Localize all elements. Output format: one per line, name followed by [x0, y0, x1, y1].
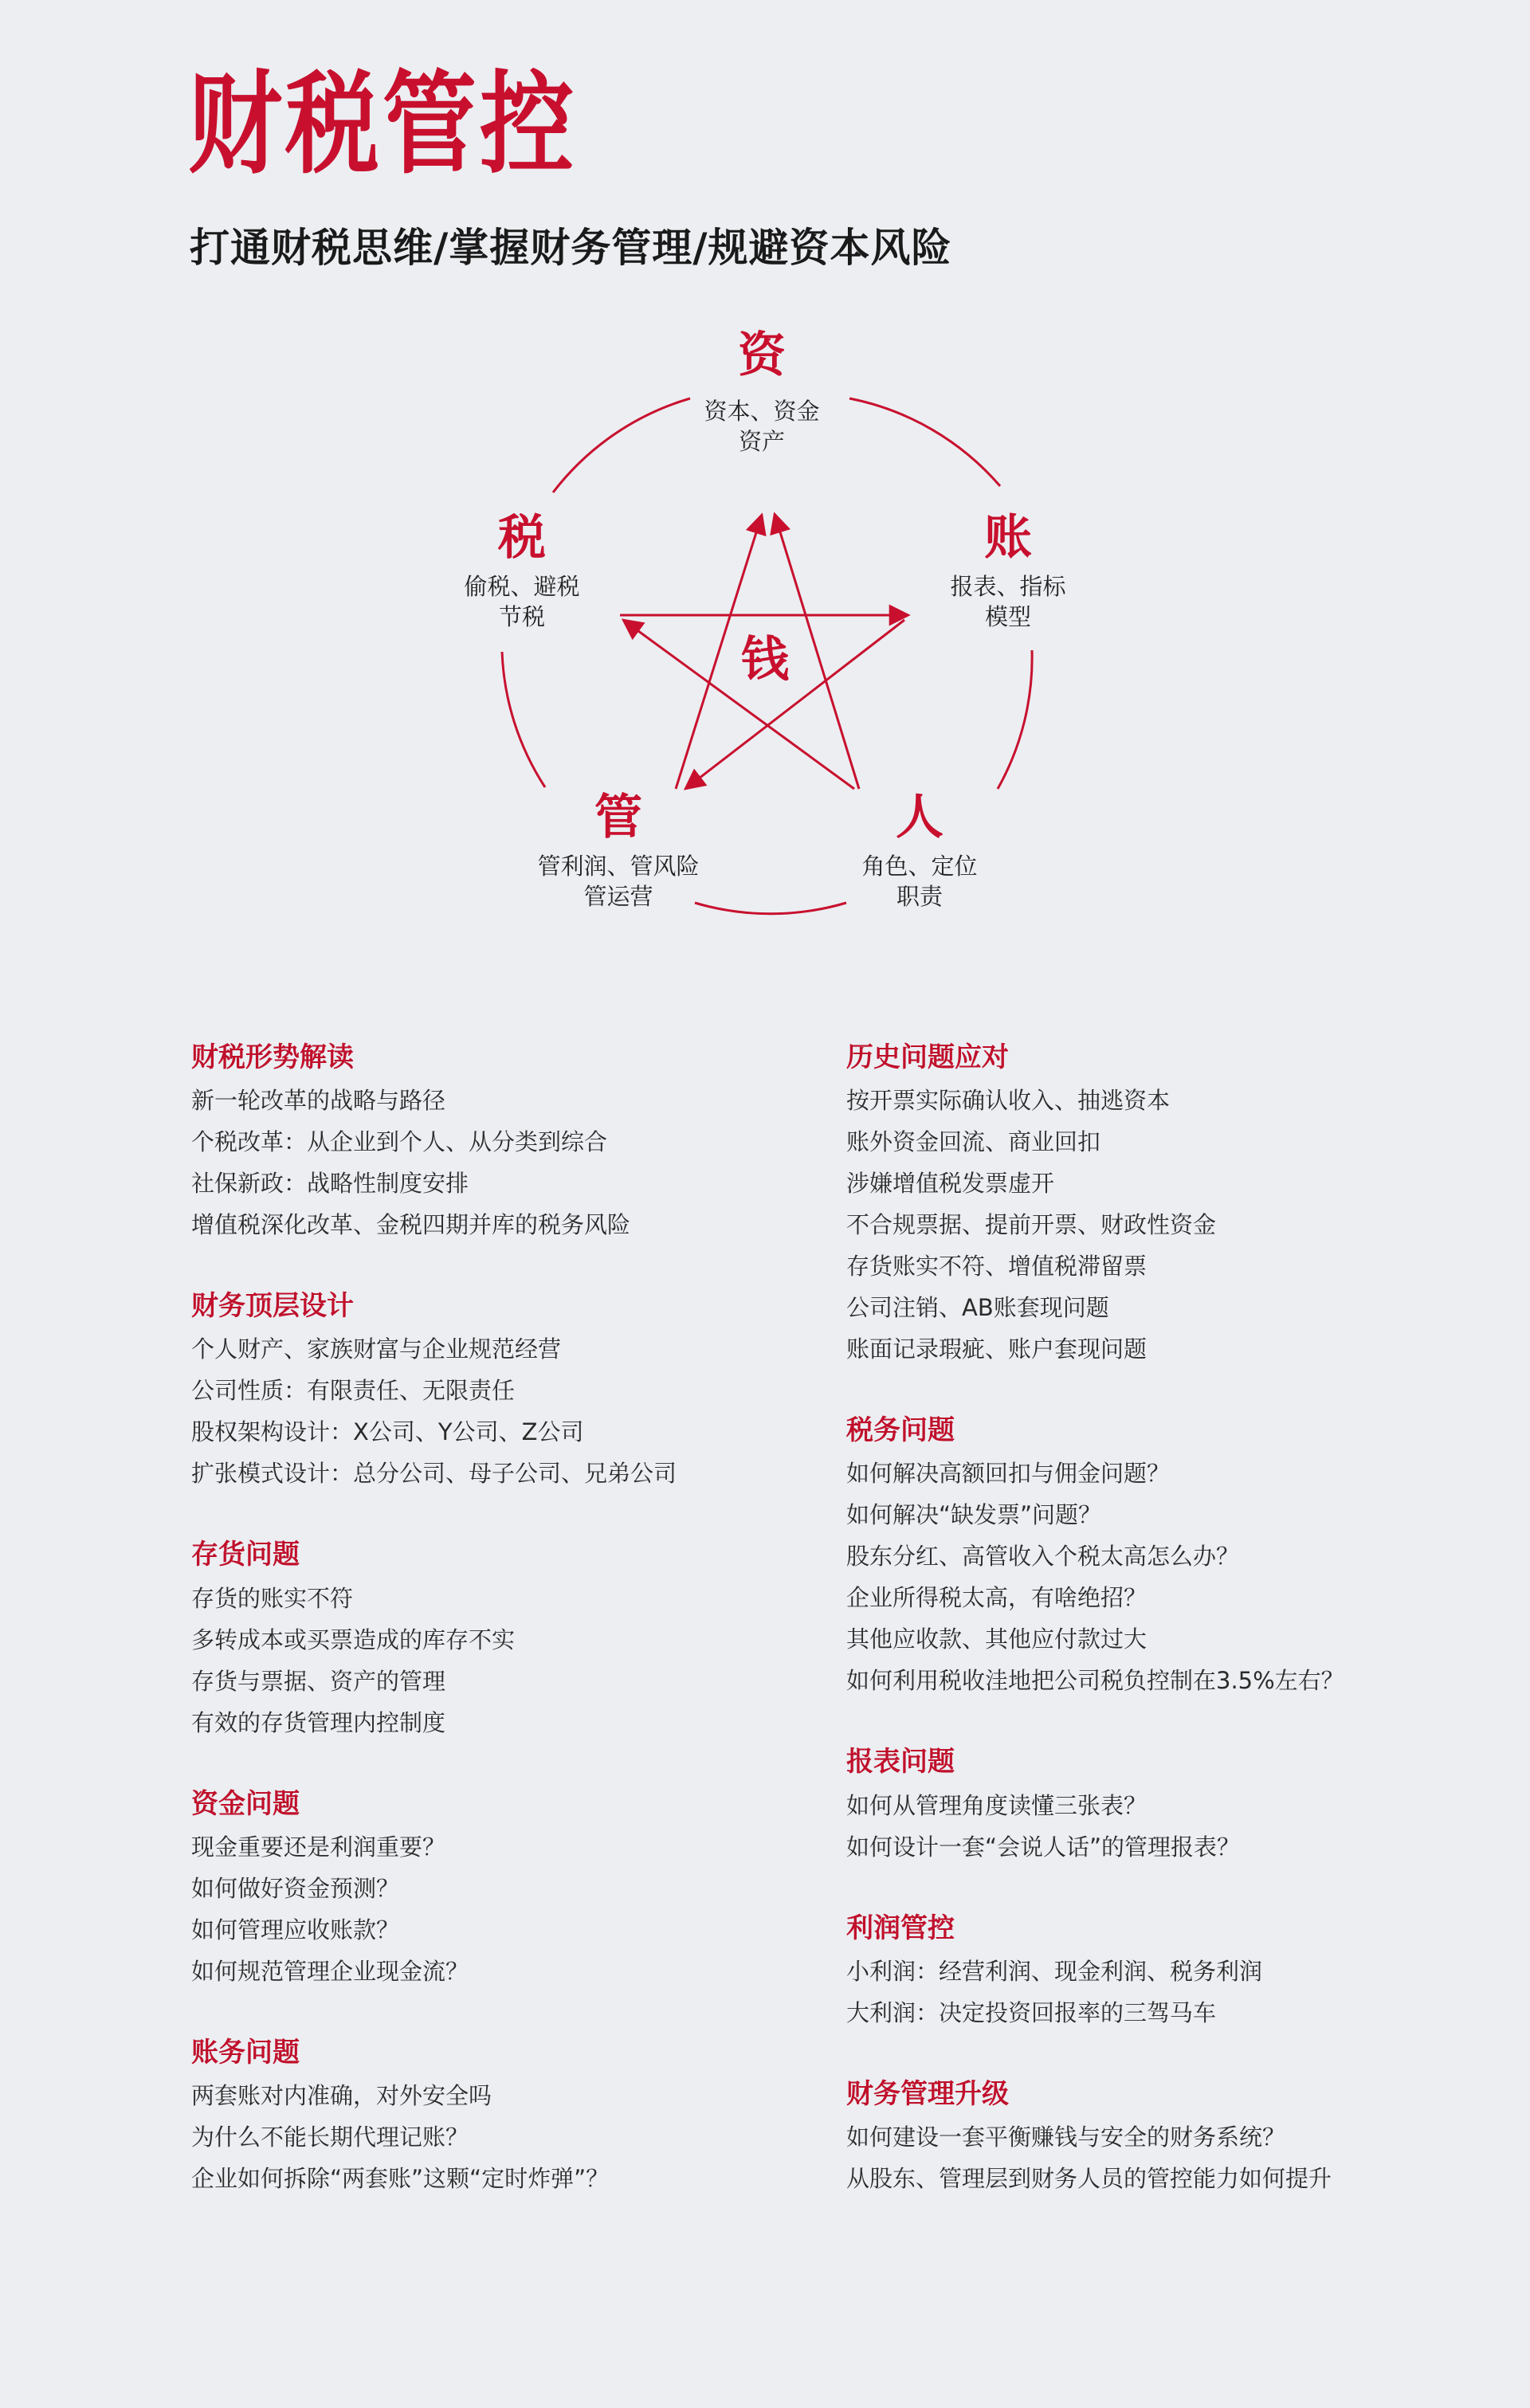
- section-item: 存货账实不符、增值税滞留票: [846, 1253, 1148, 1280]
- section-item: 现金重要还是利润重要？: [191, 1833, 446, 1861]
- section-inventory: [191, 1537, 701, 1736]
- section-item: 股东分红、高管收入个税太高怎么办？: [846, 1543, 1240, 1571]
- section-item: 如何管理应收账款？: [191, 1916, 400, 1943]
- section-item: 大利润：决定投资回报率的三驾马车: [846, 1998, 1217, 2026]
- node-shui-line2: 节税: [498, 603, 546, 630]
- section-item: 社保新政：战略性制度安排: [191, 1170, 469, 1198]
- node-zhang-line2: 模型: [984, 603, 1032, 630]
- section-item: 公司性质：有限责任、无限责任: [191, 1377, 516, 1405]
- center-char: 钱: [741, 632, 789, 688]
- section-item: 有效的存货管理内控制度: [191, 1708, 446, 1736]
- section-item: 扩张模式设计：总分公司、母子公司、兄弟公司: [191, 1460, 677, 1488]
- section-item: 存货的账实不符: [191, 1584, 354, 1612]
- node-ren-line2: 职责: [896, 883, 944, 910]
- section-item: 小利润：经营利润、现金利润、税务利润: [846, 1957, 1263, 1985]
- section-item: 不合规票据、提前开票、财政性资金: [846, 1211, 1217, 1239]
- section-item: 新一轮改革的战略与路径: [191, 1087, 446, 1115]
- section-item: 其他应收款、其他应付款过大: [846, 1626, 1148, 1653]
- node-shui-title: 税: [498, 510, 546, 566]
- section-item: 按开票实际确认收入、抽逃资本: [846, 1087, 1171, 1115]
- node-zhang-title: 账: [984, 510, 1032, 566]
- section-item: 涉嫌增值税发票虚开: [846, 1170, 1055, 1198]
- brand-title: 财税管控: [188, 59, 578, 190]
- section-title: 历史问题应对: [846, 1041, 1009, 1073]
- arc-ren-guan: [695, 903, 846, 914]
- tagline: 打通财税思维/掌握财务管理/规避资本风险: [190, 225, 952, 271]
- node-guan-line1: 管利润、管风险: [537, 853, 700, 880]
- section-profit: [846, 1911, 1356, 2027]
- section-title: 报表问题: [846, 1746, 955, 1779]
- section-item: 公司注销、AB账套现问题: [846, 1294, 1109, 1322]
- section-item: 企业所得税太高，有啥绝招？: [846, 1584, 1148, 1612]
- node-guan-line2: 管运营: [583, 883, 653, 910]
- section-item: 股权架构设计：X公司、Y公司、Z公司: [191, 1418, 584, 1446]
- section-title: 存货问题: [191, 1539, 300, 1571]
- section-item: 如何解决高额回扣与佣金问题？: [846, 1460, 1171, 1488]
- node-zi-line1: 资本、资金: [704, 398, 820, 425]
- node-zhang-line1: 报表、指标: [950, 573, 1066, 600]
- section-item: 账面记录瑕疵、账户套现问题: [846, 1335, 1148, 1363]
- section-reports: [846, 1744, 1356, 1861]
- section-title: 利润管控: [846, 1912, 955, 1944]
- star-line-2: [623, 620, 854, 789]
- section-item: 个税改革：从企业到个人、从分类到综合: [191, 1128, 608, 1156]
- star-line-4: [685, 620, 904, 789]
- section-item: 个人财产、家族财富与企业规范经营: [191, 1335, 562, 1363]
- section-top-design: [191, 1288, 701, 1488]
- node-guan-title: 管: [594, 790, 642, 845]
- node-ren-title: 人: [896, 790, 944, 845]
- node-zi-line2: 资产: [738, 428, 786, 455]
- arc-shui-zi: [553, 398, 690, 492]
- section-title: 财税形势解读: [191, 1041, 354, 1073]
- five-element-diagram: [446, 319, 1084, 940]
- section-item: 两套账对内准确，对外安全吗: [191, 2081, 492, 2109]
- section-item: 账外资金回流、商业回扣: [846, 1128, 1101, 1156]
- section-item: 如何利用税收洼地把公司税负控制在3.5%左右？: [846, 1667, 1344, 1695]
- section-title: 资金问题: [191, 1787, 300, 1820]
- section-item: 企业如何拆除“两套账”这颗“定时炸弹”？: [191, 2164, 610, 2192]
- arc-zhang-ren: [998, 650, 1032, 789]
- section-item: 多转成本或买票造成的库存不实: [191, 1626, 516, 1653]
- section-item: 如何规范管理企业现金流？: [191, 1957, 469, 1985]
- section-item: 如何从管理角度读懂三张表？: [846, 1791, 1148, 1819]
- left-column: [191, 1040, 701, 2242]
- section-item: 存货与票据、资产的管理: [191, 1667, 446, 1695]
- section-tax: [846, 1413, 1356, 1695]
- section-item: 从股东、管理层到财务人员的管控能力如何提升: [846, 2164, 1332, 2192]
- section-item: 如何解决“缺发票”问题？: [846, 1501, 1102, 1529]
- arc-guan-shui: [502, 652, 545, 787]
- right-column: [846, 1040, 1356, 2242]
- arc-zi-zhang: [849, 398, 1000, 486]
- section-item: 如何做好资金预测？: [191, 1874, 400, 1902]
- section-item: 为什么不能长期代理记账？: [191, 2123, 469, 2151]
- node-zi-title: 资: [738, 327, 786, 383]
- node-shui-line1: 偷税、避税: [464, 573, 580, 600]
- section-policy: [191, 1040, 701, 1239]
- section-funds: [191, 1786, 701, 1986]
- section-upgrade: [846, 2077, 1356, 2193]
- section-title: 财务管理升级: [846, 2077, 1009, 2110]
- section-item: 如何建设一套平衡赚钱与安全的财务系统？: [846, 2123, 1286, 2151]
- section-item: 增值税深化改革、金税四期并库的税务风险: [191, 1211, 631, 1239]
- section-title: 财务顶层设计: [191, 1290, 354, 1323]
- node-ren-line1: 角色、定位: [861, 853, 978, 880]
- section-history: [846, 1040, 1356, 1363]
- section-item: 如何设计一套“会说人话”的管理报表？: [846, 1833, 1241, 1861]
- section-title: 税务问题: [846, 1414, 955, 1447]
- section-accounts: [191, 2035, 701, 2193]
- section-title: 账务问题: [191, 2036, 300, 2069]
